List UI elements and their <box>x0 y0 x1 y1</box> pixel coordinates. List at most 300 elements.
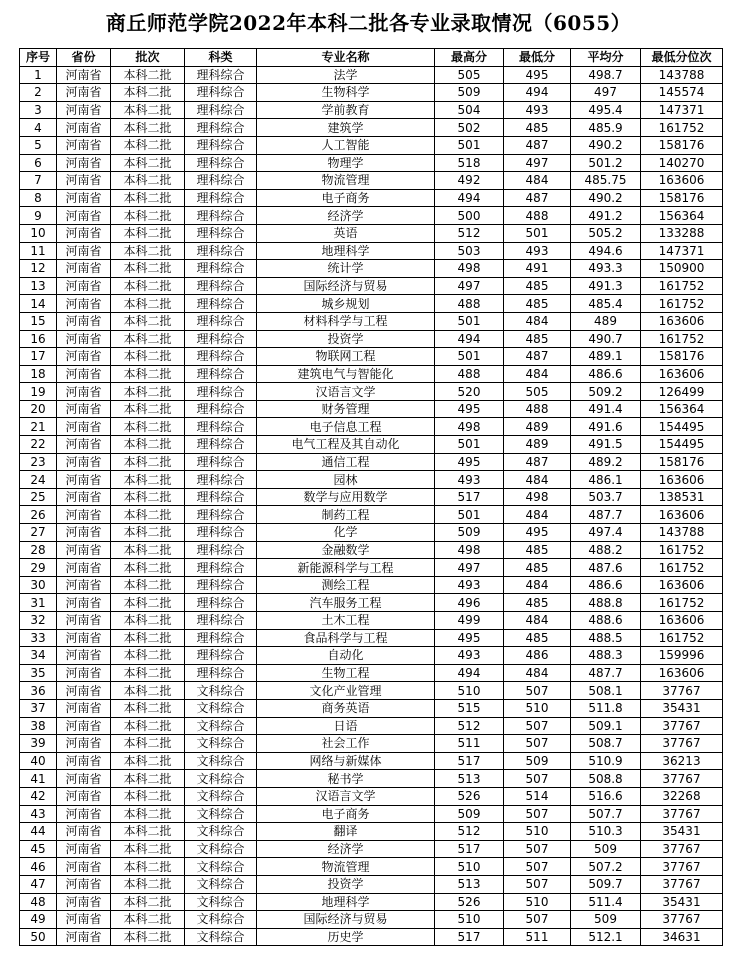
cell-index: 17 <box>20 348 57 366</box>
cell-province: 河南省 <box>57 682 111 700</box>
cell-province: 河南省 <box>57 436 111 454</box>
table-row <box>20 823 723 841</box>
cell-province: 河南省 <box>57 858 111 876</box>
cell-max-score: 503 <box>435 242 504 260</box>
table-row <box>20 383 723 401</box>
cell-index: 35 <box>20 664 57 682</box>
cell-index: 40 <box>20 752 57 770</box>
cell-major: 网络与新媒体 <box>257 752 435 770</box>
cell-avg-score: 489 <box>571 312 641 330</box>
cell-max-score: 509 <box>435 524 504 542</box>
cell-major: 化学 <box>257 524 435 542</box>
cell-min-score: 484 <box>504 312 571 330</box>
cell-min-rank: 158176 <box>641 453 723 471</box>
cell-major: 汉语言文学 <box>257 787 435 805</box>
cell-min-rank: 37767 <box>641 770 723 788</box>
cell-min-rank: 163606 <box>641 471 723 489</box>
cell-major: 园林 <box>257 471 435 489</box>
cell-avg-score: 491.6 <box>571 418 641 436</box>
cell-major: 制药工程 <box>257 506 435 524</box>
cell-category: 理科综合 <box>185 488 257 506</box>
cell-major: 学前教育 <box>257 101 435 119</box>
cell-min-rank: 158176 <box>641 136 723 154</box>
cell-avg-score: 491.5 <box>571 436 641 454</box>
cell-major: 人工智能 <box>257 136 435 154</box>
cell-category: 理科综合 <box>185 242 257 260</box>
cell-province: 河南省 <box>57 453 111 471</box>
cell-category: 理科综合 <box>185 66 257 84</box>
cell-batch: 本科二批 <box>111 699 185 717</box>
cell-batch: 本科二批 <box>111 770 185 788</box>
cell-category: 理科综合 <box>185 400 257 418</box>
table-row <box>20 506 723 524</box>
cell-category: 理科综合 <box>185 189 257 207</box>
cell-category: 理科综合 <box>185 365 257 383</box>
cell-batch: 本科二批 <box>111 647 185 665</box>
cell-avg-score: 489.2 <box>571 453 641 471</box>
cell-min-rank: 36213 <box>641 752 723 770</box>
cell-max-score: 498 <box>435 541 504 559</box>
cell-min-score: 487 <box>504 348 571 366</box>
table-row <box>20 576 723 594</box>
table-row <box>20 365 723 383</box>
cell-major: 建筑学 <box>257 119 435 137</box>
cell-province: 河南省 <box>57 524 111 542</box>
cell-major: 历史学 <box>257 928 435 946</box>
cell-index: 27 <box>20 524 57 542</box>
cell-batch: 本科二批 <box>111 383 185 401</box>
cell-index: 8 <box>20 189 57 207</box>
cell-index: 10 <box>20 224 57 242</box>
table-row <box>20 172 723 190</box>
cell-category: 文科综合 <box>185 752 257 770</box>
cell-avg-score: 497.4 <box>571 524 641 542</box>
cell-min-rank: 37767 <box>641 805 723 823</box>
cell-major: 电子信息工程 <box>257 418 435 436</box>
cell-min-score: 485 <box>504 594 571 612</box>
cell-province: 河南省 <box>57 911 111 929</box>
cell-min-score: 509 <box>504 752 571 770</box>
table-row <box>20 136 723 154</box>
cell-province: 河南省 <box>57 277 111 295</box>
column-header-min-score: 最低分 <box>504 49 571 67</box>
cell-major: 物流管理 <box>257 858 435 876</box>
cell-avg-score: 509 <box>571 840 641 858</box>
cell-max-score: 509 <box>435 84 504 102</box>
cell-min-score: 507 <box>504 717 571 735</box>
cell-index: 38 <box>20 717 57 735</box>
table-row <box>20 682 723 700</box>
cell-max-score: 513 <box>435 770 504 788</box>
cell-max-score: 495 <box>435 400 504 418</box>
cell-index: 5 <box>20 136 57 154</box>
cell-min-rank: 154495 <box>641 418 723 436</box>
cell-max-score: 494 <box>435 330 504 348</box>
cell-min-rank: 32268 <box>641 787 723 805</box>
cell-avg-score: 511.4 <box>571 893 641 911</box>
cell-avg-score: 510.3 <box>571 823 641 841</box>
cell-min-score: 510 <box>504 893 571 911</box>
cell-index: 25 <box>20 488 57 506</box>
cell-category: 理科综合 <box>185 260 257 278</box>
cell-max-score: 501 <box>435 436 504 454</box>
cell-category: 理科综合 <box>185 383 257 401</box>
cell-major: 新能源科学与工程 <box>257 559 435 577</box>
cell-min-score: 485 <box>504 330 571 348</box>
cell-province: 河南省 <box>57 717 111 735</box>
cell-min-score: 507 <box>504 840 571 858</box>
cell-avg-score: 493.3 <box>571 260 641 278</box>
cell-category: 理科综合 <box>185 576 257 594</box>
cell-min-rank: 37767 <box>641 875 723 893</box>
cell-province: 河南省 <box>57 84 111 102</box>
cell-min-rank: 150900 <box>641 260 723 278</box>
cell-batch: 本科二批 <box>111 365 185 383</box>
cell-batch: 本科二批 <box>111 840 185 858</box>
cell-batch: 本科二批 <box>111 752 185 770</box>
cell-index: 46 <box>20 858 57 876</box>
cell-major: 物流管理 <box>257 172 435 190</box>
cell-major: 汽车服务工程 <box>257 594 435 612</box>
table-row <box>20 594 723 612</box>
cell-category: 理科综合 <box>185 84 257 102</box>
cell-category: 理科综合 <box>185 224 257 242</box>
cell-category: 理科综合 <box>185 348 257 366</box>
cell-min-rank: 161752 <box>641 559 723 577</box>
cell-min-score: 487 <box>504 136 571 154</box>
cell-province: 河南省 <box>57 418 111 436</box>
cell-max-score: 492 <box>435 172 504 190</box>
cell-province: 河南省 <box>57 612 111 630</box>
cell-min-score: 507 <box>504 770 571 788</box>
cell-batch: 本科二批 <box>111 875 185 893</box>
cell-max-score: 499 <box>435 612 504 630</box>
cell-min-score: 489 <box>504 418 571 436</box>
cell-max-score: 512 <box>435 224 504 242</box>
cell-major: 汉语言文学 <box>257 383 435 401</box>
cell-major: 国际经济与贸易 <box>257 277 435 295</box>
cell-max-score: 509 <box>435 805 504 823</box>
cell-min-rank: 156364 <box>641 207 723 225</box>
cell-min-score: 484 <box>504 612 571 630</box>
cell-index: 29 <box>20 559 57 577</box>
cell-province: 河南省 <box>57 787 111 805</box>
cell-min-score: 494 <box>504 84 571 102</box>
table-row <box>20 101 723 119</box>
cell-avg-score: 491.4 <box>571 400 641 418</box>
cell-max-score: 510 <box>435 911 504 929</box>
cell-major: 金融数学 <box>257 541 435 559</box>
cell-avg-score: 488.8 <box>571 594 641 612</box>
cell-batch: 本科二批 <box>111 559 185 577</box>
table-row <box>20 277 723 295</box>
cell-batch: 本科二批 <box>111 541 185 559</box>
table-row <box>20 488 723 506</box>
cell-min-score: 487 <box>504 189 571 207</box>
cell-index: 23 <box>20 453 57 471</box>
cell-batch: 本科二批 <box>111 277 185 295</box>
table-row <box>20 647 723 665</box>
cell-batch: 本科二批 <box>111 436 185 454</box>
cell-min-rank: 163606 <box>641 664 723 682</box>
cell-major: 翻译 <box>257 823 435 841</box>
cell-major: 物联网工程 <box>257 348 435 366</box>
cell-category: 理科综合 <box>185 136 257 154</box>
cell-min-rank: 154495 <box>641 436 723 454</box>
cell-province: 河南省 <box>57 752 111 770</box>
column-header-min-rank: 最低分位次 <box>641 49 723 67</box>
cell-major: 电气工程及其自动化 <box>257 436 435 454</box>
table-row <box>20 348 723 366</box>
cell-province: 河南省 <box>57 295 111 313</box>
cell-category: 文科综合 <box>185 699 257 717</box>
cell-category: 文科综合 <box>185 858 257 876</box>
cell-index: 11 <box>20 242 57 260</box>
cell-index: 7 <box>20 172 57 190</box>
cell-max-score: 498 <box>435 260 504 278</box>
cell-category: 理科综合 <box>185 629 257 647</box>
cell-province: 河南省 <box>57 488 111 506</box>
cell-min-rank: 35431 <box>641 823 723 841</box>
cell-avg-score: 487.6 <box>571 559 641 577</box>
cell-category: 文科综合 <box>185 787 257 805</box>
cell-max-score: 493 <box>435 576 504 594</box>
cell-category: 理科综合 <box>185 594 257 612</box>
cell-batch: 本科二批 <box>111 84 185 102</box>
cell-max-score: 512 <box>435 823 504 841</box>
table-row <box>20 453 723 471</box>
cell-category: 文科综合 <box>185 928 257 946</box>
cell-avg-score: 507.7 <box>571 805 641 823</box>
table-row <box>20 295 723 313</box>
table-row <box>20 471 723 489</box>
cell-province: 河南省 <box>57 189 111 207</box>
cell-avg-score: 503.7 <box>571 488 641 506</box>
cell-min-score: 507 <box>504 735 571 753</box>
cell-province: 河南省 <box>57 172 111 190</box>
cell-index: 3 <box>20 101 57 119</box>
cell-avg-score: 488.2 <box>571 541 641 559</box>
cell-max-score: 501 <box>435 348 504 366</box>
cell-index: 19 <box>20 383 57 401</box>
cell-batch: 本科二批 <box>111 154 185 172</box>
cell-major: 国际经济与贸易 <box>257 911 435 929</box>
cell-max-score: 493 <box>435 647 504 665</box>
table-row <box>20 664 723 682</box>
cell-avg-score: 486.6 <box>571 365 641 383</box>
cell-category: 理科综合 <box>185 172 257 190</box>
column-header-avg-score: 平均分 <box>571 49 641 67</box>
cell-province: 河南省 <box>57 506 111 524</box>
cell-min-rank: 143788 <box>641 66 723 84</box>
cell-major: 经济学 <box>257 840 435 858</box>
cell-index: 20 <box>20 400 57 418</box>
cell-batch: 本科二批 <box>111 506 185 524</box>
cell-min-rank: 37767 <box>641 682 723 700</box>
table-row <box>20 911 723 929</box>
cell-min-score: 510 <box>504 699 571 717</box>
cell-min-rank: 147371 <box>641 242 723 260</box>
cell-province: 河南省 <box>57 875 111 893</box>
cell-province: 河南省 <box>57 664 111 682</box>
cell-min-score: 485 <box>504 559 571 577</box>
cell-batch: 本科二批 <box>111 612 185 630</box>
cell-category: 理科综合 <box>185 207 257 225</box>
cell-max-score: 493 <box>435 471 504 489</box>
cell-avg-score: 508.7 <box>571 735 641 753</box>
cell-min-rank: 161752 <box>641 594 723 612</box>
cell-max-score: 526 <box>435 787 504 805</box>
cell-province: 河南省 <box>57 260 111 278</box>
cell-index: 45 <box>20 840 57 858</box>
cell-major: 食品科学与工程 <box>257 629 435 647</box>
cell-avg-score: 486.6 <box>571 576 641 594</box>
cell-province: 河南省 <box>57 330 111 348</box>
cell-min-rank: 158176 <box>641 348 723 366</box>
table-row <box>20 612 723 630</box>
cell-major: 社会工作 <box>257 735 435 753</box>
cell-batch: 本科二批 <box>111 594 185 612</box>
cell-index: 6 <box>20 154 57 172</box>
cell-category: 理科综合 <box>185 524 257 542</box>
cell-max-score: 517 <box>435 840 504 858</box>
cell-province: 河南省 <box>57 312 111 330</box>
cell-avg-score: 497 <box>571 84 641 102</box>
cell-batch: 本科二批 <box>111 136 185 154</box>
cell-major: 日语 <box>257 717 435 735</box>
cell-min-score: 488 <box>504 207 571 225</box>
cell-min-rank: 163606 <box>641 365 723 383</box>
cell-index: 43 <box>20 805 57 823</box>
cell-index: 28 <box>20 541 57 559</box>
table-row <box>20 436 723 454</box>
cell-index: 9 <box>20 207 57 225</box>
cell-category: 理科综合 <box>185 541 257 559</box>
cell-min-rank: 163606 <box>641 506 723 524</box>
cell-province: 河南省 <box>57 770 111 788</box>
cell-province: 河南省 <box>57 136 111 154</box>
cell-category: 文科综合 <box>185 717 257 735</box>
table-row <box>20 330 723 348</box>
table-row <box>20 735 723 753</box>
cell-province: 河南省 <box>57 805 111 823</box>
cell-major: 电子商务 <box>257 805 435 823</box>
cell-max-score: 513 <box>435 875 504 893</box>
cell-province: 河南省 <box>57 101 111 119</box>
cell-min-rank: 140270 <box>641 154 723 172</box>
cell-min-rank: 37767 <box>641 735 723 753</box>
cell-major: 财务管理 <box>257 400 435 418</box>
cell-major: 统计学 <box>257 260 435 278</box>
cell-province: 河南省 <box>57 154 111 172</box>
cell-avg-score: 516.6 <box>571 787 641 805</box>
cell-avg-score: 491.2 <box>571 207 641 225</box>
cell-index: 22 <box>20 436 57 454</box>
cell-major: 秘书学 <box>257 770 435 788</box>
cell-min-score: 484 <box>504 506 571 524</box>
cell-index: 26 <box>20 506 57 524</box>
cell-category: 理科综合 <box>185 471 257 489</box>
cell-index: 41 <box>20 770 57 788</box>
cell-avg-score: 510.9 <box>571 752 641 770</box>
cell-max-score: 497 <box>435 277 504 295</box>
cell-major: 通信工程 <box>257 453 435 471</box>
cell-category: 理科综合 <box>185 612 257 630</box>
cell-batch: 本科二批 <box>111 207 185 225</box>
cell-batch: 本科二批 <box>111 805 185 823</box>
cell-index: 24 <box>20 471 57 489</box>
cell-min-rank: 138531 <box>641 488 723 506</box>
cell-province: 河南省 <box>57 365 111 383</box>
cell-max-score: 515 <box>435 699 504 717</box>
cell-category: 理科综合 <box>185 154 257 172</box>
cell-max-score: 511 <box>435 735 504 753</box>
cell-min-rank: 133288 <box>641 224 723 242</box>
cell-province: 河南省 <box>57 348 111 366</box>
cell-batch: 本科二批 <box>111 453 185 471</box>
cell-category: 理科综合 <box>185 436 257 454</box>
cell-max-score: 488 <box>435 365 504 383</box>
cell-avg-score: 508.1 <box>571 682 641 700</box>
cell-province: 河南省 <box>57 840 111 858</box>
table-row <box>20 893 723 911</box>
cell-max-score: 498 <box>435 418 504 436</box>
cell-avg-score: 490.2 <box>571 189 641 207</box>
cell-major: 经济学 <box>257 207 435 225</box>
cell-avg-score: 485.4 <box>571 295 641 313</box>
cell-index: 30 <box>20 576 57 594</box>
cell-min-score: 485 <box>504 277 571 295</box>
cell-avg-score: 490.2 <box>571 136 641 154</box>
cell-min-score: 507 <box>504 682 571 700</box>
cell-min-rank: 161752 <box>641 295 723 313</box>
cell-avg-score: 489.1 <box>571 348 641 366</box>
table-row <box>20 805 723 823</box>
cell-index: 1 <box>20 66 57 84</box>
cell-min-rank: 147371 <box>641 101 723 119</box>
cell-min-rank: 35431 <box>641 893 723 911</box>
cell-major: 材料科学与工程 <box>257 312 435 330</box>
cell-max-score: 526 <box>435 893 504 911</box>
cell-max-score: 501 <box>435 312 504 330</box>
cell-min-rank: 163606 <box>641 172 723 190</box>
cell-province: 河南省 <box>57 893 111 911</box>
cell-max-score: 502 <box>435 119 504 137</box>
cell-batch: 本科二批 <box>111 524 185 542</box>
cell-category: 理科综合 <box>185 418 257 436</box>
cell-min-score: 511 <box>504 928 571 946</box>
cell-min-rank: 161752 <box>641 541 723 559</box>
cell-batch: 本科二批 <box>111 471 185 489</box>
cell-index: 15 <box>20 312 57 330</box>
table-row <box>20 119 723 137</box>
cell-batch: 本科二批 <box>111 330 185 348</box>
cell-category: 理科综合 <box>185 559 257 577</box>
cell-index: 48 <box>20 893 57 911</box>
cell-min-rank: 163606 <box>641 576 723 594</box>
cell-min-rank: 34631 <box>641 928 723 946</box>
cell-index: 31 <box>20 594 57 612</box>
cell-batch: 本科二批 <box>111 928 185 946</box>
cell-category: 文科综合 <box>185 805 257 823</box>
cell-major: 英语 <box>257 224 435 242</box>
cell-category: 理科综合 <box>185 506 257 524</box>
table-row <box>20 400 723 418</box>
cell-province: 河南省 <box>57 242 111 260</box>
cell-index: 50 <box>20 928 57 946</box>
cell-avg-score: 488.6 <box>571 612 641 630</box>
cell-category: 文科综合 <box>185 682 257 700</box>
